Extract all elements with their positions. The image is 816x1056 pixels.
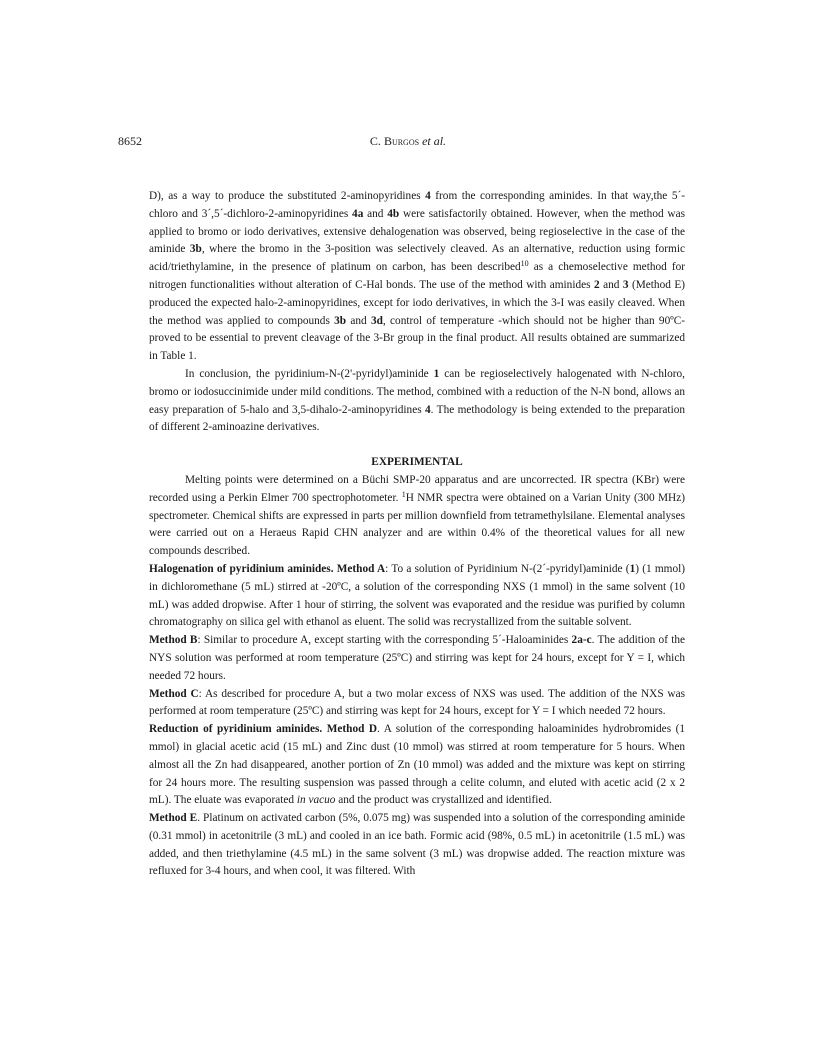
compound-label: 3b bbox=[189, 243, 202, 256]
compound-label: 1 bbox=[629, 562, 636, 575]
author-initial: C. bbox=[369, 134, 384, 148]
text-run: : To a solution of Pyridinium N-(2´-pyridyl)aminide ( bbox=[385, 562, 630, 575]
text-run: can be regioselectively halogenated with N-chloro, bromo or iodosuccinimide under mild conditions. The method, combined with a reduction of the N-N bond, allows an easy preparation of 5-halo and 3,5-dihalo-2-aminopyridines bbox=[149, 367, 685, 416]
compound-label: 4 bbox=[425, 403, 431, 416]
method-c-title: Method C bbox=[149, 687, 199, 700]
italic-term: in vacuo bbox=[296, 794, 336, 807]
text-run: and bbox=[599, 278, 623, 291]
text-run: and bbox=[363, 207, 388, 220]
text-run: ) (1 mmol) in dichloromethane (5 mL) stirred at -20ºC, a solution of the corresponding NXS (1 mmol) in the same solvent (10 mL) was added dropwise. After 1 hour of stirring, the solvent was evaporated and the residue was purified by column chromatography on silica gel with ethanol as eluent. The solid was recrystallized from the suitable solvent. bbox=[149, 562, 685, 629]
method-e-paragraph bbox=[149, 810, 685, 881]
text-run: : Similar to procedure A, except starting with the corresponding 5´-Haloaminides bbox=[197, 634, 572, 647]
method-b-title: Method B bbox=[149, 634, 198, 647]
text-run: D), as a way to produce the substituted 2-aminopyridines bbox=[149, 190, 426, 202]
text-run: . The methodology is being extended to the preparation of different 2-aminoazine derivatives. bbox=[149, 403, 686, 434]
section-heading: EXPERIMENTAL bbox=[371, 456, 463, 469]
method-d-paragraph bbox=[149, 721, 685, 810]
page-number: 8652 bbox=[118, 134, 142, 148]
compound-label: 1 bbox=[433, 367, 440, 380]
text-run: as a chemoselective method for nitrogen functionalities without alteration of C-Hal bonds. The use of the method with aminides bbox=[149, 261, 685, 291]
compound-label: 4a bbox=[352, 207, 364, 220]
method-b-paragraph bbox=[149, 632, 685, 685]
text-run: Melting points were determined on a Büchi SMP-20 apparatus and are uncorrected. IR spectra (KBr) were recorded using a Perkin Elmer 700 spectrophotometer. bbox=[149, 473, 685, 504]
text-run: , where the bromo in the 3-position was selectively cleaved. As an alternative, reduction using formic acid/triethylamine, in the presence of platinum on carbon, has been described bbox=[149, 243, 685, 274]
text-run: . A solution of the corresponding haloaminides hydrobromides (1 mmol) in glacial acetic acid (15 mL) and Zinc dust (10 mmol) was stirred at room temperature for 5 hours. When almost all the Zn had disappeared, another portion of Zn (10 mmol) was added and the mixture was kept on stirring for 24 hours more. The resulting suspension was passed through a celite column, and eluted with acetic acid (2 x 2 mL). The eluate was evaporated bbox=[149, 723, 685, 807]
text-run: and bbox=[346, 314, 371, 327]
reference-superscript: 10 bbox=[520, 259, 529, 269]
text-run: In conclusion, the pyridinium-N-(2'-pyridyl)aminide bbox=[185, 367, 434, 380]
et-al: et al. bbox=[419, 134, 447, 148]
compound-label: 2 bbox=[593, 278, 600, 291]
text-run: : As described for procedure A, but a two molar excess of NXS was used. The addition of the NXS was performed at room temperature (25ºC) and stirring was kept for 24 hours, except for Y = I which needed 72 hours. bbox=[149, 687, 685, 718]
compound-label: 3d bbox=[370, 314, 383, 327]
author-surname: Burgos bbox=[383, 134, 420, 148]
running-head bbox=[0, 134, 816, 149]
method-d-title: Reduction of pyridinium aminides. Method D bbox=[149, 723, 378, 736]
method-c-paragraph bbox=[149, 686, 685, 722]
text-run: . Platinum on activated carbon (5%, 0.075 mg) was suspended into a solution of the corresponding aminide (0.31 mmol) in acetonitrile (3 mL) and cooled in an ice bath. Formic acid (98%, 0.5 mL) in acetonitrile (1.5 mL) was added, and then triethylamine (4.5 mL) in the same solvent (3 mL) was dropwise added. The reaction mixture was refluxed for 3-4 hours, and when cool, it was filtered. With bbox=[149, 812, 685, 878]
results-paragraph bbox=[149, 188, 685, 366]
compound-label: 4b bbox=[387, 207, 400, 220]
method-a-paragraph bbox=[149, 561, 685, 632]
method-a-title: Halogenation of pyridinium aminides. Method A bbox=[149, 562, 386, 575]
text-run: and the product was crystallized and identified. bbox=[335, 794, 552, 807]
article-body bbox=[149, 188, 685, 881]
method-e-title: Method E bbox=[149, 812, 198, 825]
text-run: . The addition of the NYS solution was performed at room temperature (25ºC) and stirring was kept for 24 hours, except for Y = I, which needed 72 hours. bbox=[149, 634, 685, 682]
compound-label: 3b bbox=[334, 314, 347, 327]
text-run: were satisfactorily obtained. However, when the method was applied to bromo or iodo derivatives, extensive dehalogenation was observed, being regioselective in the case of the aminide bbox=[149, 207, 685, 256]
compound-label: 4 bbox=[425, 190, 431, 202]
text-run: H NMR spectra were obtained on a Varian Unity (300 MHz) spectrometer. Chemical shifts are expressed in parts per million downfield from tetramethylsilane. Elemental analyses were carried out on a Heraeus Rapid CHN analyzer and are within 0.4% of the theoretical values for all new compounds described. bbox=[149, 491, 685, 558]
text-run: , control of temperature -which should not be higher than 90ºC- proved to be essential to prevent cleavage of the 3-Br group in the final product. All results obtained are summarized in Table 1. bbox=[149, 314, 686, 363]
text-run: from the corresponding aminides. In that way,the 5´-chloro and 3´,5´-dichloro-2-aminopyridines bbox=[149, 190, 685, 220]
compound-label: 3 bbox=[622, 278, 629, 291]
nmr-superscript: 1 bbox=[401, 489, 406, 499]
compound-label: 2a-c bbox=[571, 634, 592, 647]
experimental-intro-paragraph bbox=[149, 472, 685, 561]
conclusion-paragraph bbox=[149, 366, 685, 437]
text-run: (Method E) produced the expected halo-2-aminopyridines, except for iodo derivatives, in which the 3-I was easily cleaved. When the method was applied to compounds bbox=[149, 278, 685, 327]
